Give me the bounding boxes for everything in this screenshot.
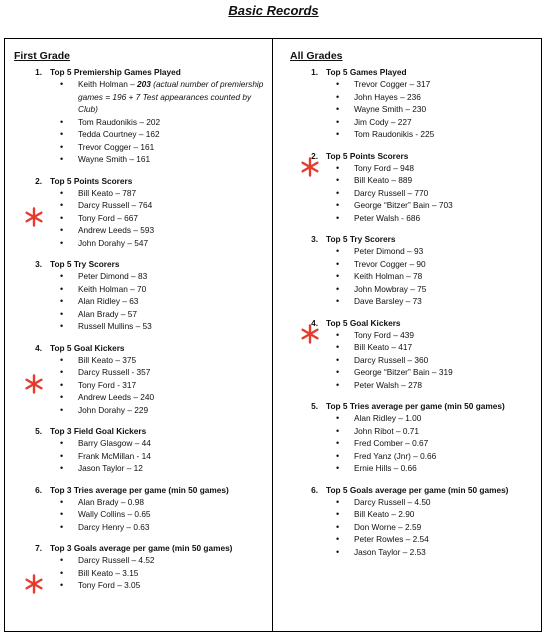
record-item: • Alan Brady – 0.98 — [14, 496, 266, 509]
all-grades-heading: All Grades — [290, 50, 343, 62]
record-item: • Alan Ridley – 1.00 — [290, 412, 536, 425]
section-title: Top 3 Field Goal Kickers — [50, 426, 147, 436]
asterisk-icon — [24, 574, 44, 594]
record-section — [290, 150, 536, 225]
asterisk-icon — [24, 207, 44, 227]
section-number: 2. — [35, 175, 42, 186]
record-item: • John Dorahy – 547 — [14, 237, 266, 250]
section-number: 1. — [311, 67, 318, 77]
record-item: • Bill Keato – 417 — [290, 341, 536, 354]
record-section — [290, 484, 536, 559]
asterisk-icon — [300, 157, 320, 177]
record-list — [14, 78, 266, 166]
all-grades-column — [290, 50, 536, 567]
record-item: • Darcy Russell – 770 — [290, 187, 536, 200]
record-list — [290, 412, 536, 475]
record-section — [14, 66, 266, 166]
section-number: 7. — [35, 543, 42, 553]
record-item: • Tony Ford - 317 — [14, 379, 266, 392]
record-item: • George “Bitzer” Bain – 703 — [290, 199, 536, 212]
section-title: Top 3 Goals average per game (min 50 games) — [50, 543, 233, 553]
record-list — [14, 554, 266, 592]
record-item: • Darcy Russell - 357 — [14, 366, 266, 379]
record-list — [14, 187, 266, 250]
record-item: • Peter Walsh - 686 — [290, 212, 536, 225]
record-section — [14, 542, 266, 592]
record-item: • John Mowbray – 75 — [290, 283, 536, 296]
section-title: Top 5 Goal Kickers — [50, 342, 125, 353]
record-item: • Darcy Russell – 4.50 — [290, 496, 536, 509]
record-item: • Bill Keato – 2.90 — [290, 508, 536, 521]
record-item: • Darcy Henry – 0.63 — [14, 521, 266, 534]
record-item: • Darcy Russell – 360 — [290, 354, 536, 367]
record-item: • Tedda Courtney – 162 — [14, 128, 266, 141]
record-section — [14, 342, 266, 417]
section-heading — [14, 258, 266, 270]
record-item: • Keith Holman – 78 — [290, 270, 536, 283]
section-number: 5. — [35, 426, 42, 436]
record-item: • Trevor Cogger – 90 — [290, 258, 536, 271]
section-title: Top 5 Goal Kickers — [326, 317, 401, 328]
record-section — [14, 175, 266, 250]
record-list — [14, 437, 266, 475]
section-number: 4. — [35, 342, 42, 353]
record-section — [14, 484, 266, 534]
record-item: • Jim Cody – 227 — [290, 116, 536, 129]
record-item: • Darcy Russell – 764 — [14, 199, 266, 212]
section-number: 2. — [311, 150, 318, 161]
record-item: • Fred Yanz (Jnr) – 0.66 — [290, 450, 536, 463]
record-item: • Tony Ford – 948 — [290, 162, 536, 175]
record-item: • Barry Glasgow – 44 — [14, 437, 266, 450]
section-heading — [290, 317, 536, 329]
record-item: • Wally Collins – 0.65 — [14, 508, 266, 521]
section-title: Top 5 Points Scorers — [326, 150, 409, 161]
section-heading — [14, 425, 266, 437]
record-item: • John Hayes – 236 — [290, 91, 536, 104]
section-number: 6. — [35, 484, 42, 495]
record-item: • Bill Keato – 375 — [14, 354, 266, 367]
record-item: • Russell Mullins – 53 — [14, 320, 266, 333]
record-list — [14, 496, 266, 534]
record-item: • Darcy Russell – 4.52 — [14, 554, 266, 567]
record-item: • Trevor Cogger – 161 — [14, 141, 266, 154]
record-item: • Wayne Smith – 161 — [14, 153, 266, 166]
record-list — [290, 245, 536, 308]
section-title: Top 5 Try Scorers — [326, 234, 396, 244]
record-item: • Peter Dimond – 83 — [14, 270, 266, 283]
record-list — [290, 162, 536, 225]
record-item: • John Ribot – 0.71 — [290, 425, 536, 438]
record-note: (actual number of premiership games = 196 + 7 Test appearances counted by Club) — [78, 79, 264, 114]
record-item: • Alan Ridley – 63 — [14, 295, 266, 308]
record-section — [14, 425, 266, 475]
record-item: • Keith Holman – 70 — [14, 283, 266, 296]
record-item: • Tony Ford – 439 — [290, 329, 536, 342]
first-grade-heading: First Grade — [14, 50, 71, 62]
record-item: • Don Worne – 2.59 — [290, 521, 536, 534]
record-item: • Peter Rowles – 2.54 — [290, 533, 536, 546]
record-item: • Frank McMillan - 14 — [14, 450, 266, 463]
section-heading — [290, 233, 536, 245]
section-heading — [14, 342, 266, 354]
record-item — [14, 78, 266, 116]
record-item: • Tom Raudonikis - 225 — [290, 128, 536, 141]
record-item: • Alan Brady – 57 — [14, 308, 266, 321]
record-item: • Bill Keato – 3.15 — [14, 567, 266, 580]
section-title: Top 5 Points Scorers — [50, 175, 133, 186]
section-title: Top 5 Games Played — [326, 67, 407, 77]
first-grade-sections — [14, 66, 266, 592]
record-item: • Bill Keato – 889 — [290, 174, 536, 187]
record-item: • Ernie Hills – 0.66 — [290, 462, 536, 475]
record-section — [290, 66, 536, 141]
record-section — [14, 258, 266, 333]
record-item: • Dave Barsley – 73 — [290, 295, 536, 308]
asterisk-icon — [24, 374, 44, 394]
record-item: • Peter Dimond – 93 — [290, 245, 536, 258]
record-count: 203 — [137, 79, 151, 89]
first-grade-column — [14, 50, 266, 601]
record-item: • Bill Keato – 787 — [14, 187, 266, 200]
section-number: 3. — [35, 259, 42, 269]
record-list — [290, 496, 536, 559]
record-item: • Tom Raudonikis – 202 — [14, 116, 266, 129]
page-title: Basic Records — [228, 3, 319, 18]
record-list — [290, 329, 536, 392]
section-title: Top 5 Tries average per game (min 50 games) — [326, 401, 505, 411]
section-title: Top 5 Try Scorers — [50, 259, 120, 269]
record-item: • John Dorahy – 229 — [14, 404, 266, 417]
record-list — [290, 78, 536, 141]
record-item: • Jason Taylor – 12 — [14, 462, 266, 475]
section-heading — [290, 484, 536, 496]
section-heading — [14, 66, 266, 78]
record-section — [290, 233, 536, 308]
section-heading — [290, 150, 536, 162]
record-item: • Jason Taylor – 2.53 — [290, 546, 536, 559]
record-item: • Trevor Cogger – 317 — [290, 78, 536, 91]
section-title: Top 5 Premiership Games Played — [50, 67, 181, 77]
section-number: 3. — [311, 234, 318, 244]
record-item: • Andrew Leeds – 593 — [14, 224, 266, 237]
section-title: Top 5 Goals average per game (min 50 games) — [326, 484, 509, 495]
record-list — [14, 270, 266, 333]
section-number: 5. — [311, 401, 318, 411]
section-heading — [14, 542, 266, 554]
record-section — [290, 317, 536, 392]
section-title: Top 3 Tries average per game (min 50 games) — [50, 484, 229, 495]
record-item: • Tony Ford – 667 — [14, 212, 266, 225]
section-heading — [290, 400, 536, 412]
record-item: • Andrew Leeds – 240 — [14, 391, 266, 404]
column-divider — [272, 39, 273, 631]
record-item: • Tony Ford – 3.05 — [14, 579, 266, 592]
section-number: 1. — [35, 67, 42, 77]
section-heading — [14, 175, 266, 187]
section-heading — [290, 66, 536, 78]
record-name: Keith Holman – — [78, 79, 138, 89]
record-section — [290, 400, 536, 475]
all-grades-sections — [290, 66, 536, 558]
record-item: • Wayne Smith – 230 — [290, 103, 536, 116]
section-heading — [14, 484, 266, 496]
section-number: 4. — [311, 317, 318, 328]
record-item: • Peter Walsh – 278 — [290, 379, 536, 392]
asterisk-icon — [300, 324, 320, 344]
record-list — [14, 354, 266, 417]
record-item: • George “Bitzer” Bain – 319 — [290, 366, 536, 379]
record-item: • Fred Comber – 0.67 — [290, 437, 536, 450]
section-number: 6. — [311, 484, 318, 495]
